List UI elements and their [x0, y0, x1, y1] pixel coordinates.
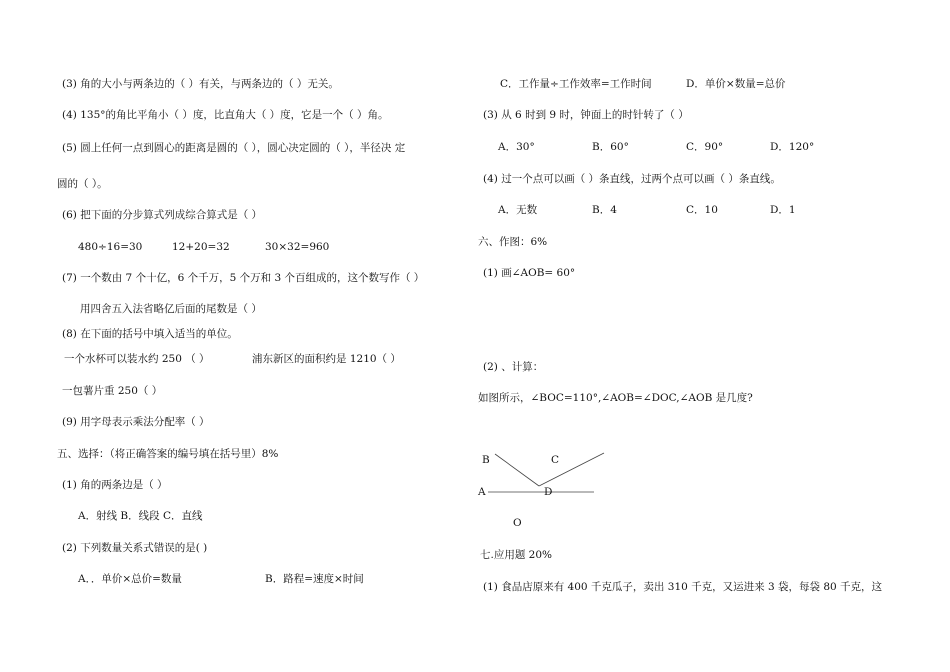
choice-2: (2) 下列数量关系式错误的是( )	[62, 542, 208, 554]
choice-2-option-d: D．单价×数量=总价	[686, 78, 786, 90]
choice-2-option-a: A．．单价×总价=数量	[78, 573, 182, 585]
question-8a: 一个水杯可以装水约 250 （ ）	[64, 353, 210, 365]
ray-c	[539, 453, 604, 486]
formula-2: 12+20=32	[172, 241, 230, 253]
formula-1: 480÷16=30	[78, 241, 143, 253]
choice-4-option-b: B．4	[592, 204, 617, 216]
choice-3-option-a: A．30°	[498, 141, 535, 153]
label-o: O	[513, 517, 522, 529]
section-5-heading: 五、选择：（将正确答案的编号填在括号里）8%	[57, 448, 279, 460]
choice-3-option-c: C．90°	[686, 141, 724, 153]
question-5-line1: (5) 圆上任何一点到圆心的距离是圆的（ ），圆心决定圆的（ ），半径决 定	[62, 142, 406, 154]
choice-1-options: A．射线 B．线段 C．直线	[78, 510, 203, 522]
choice-2-option-c: C．工作量÷工作效率=工作时间	[500, 78, 652, 90]
question-8: (8) 在下面的括号中填入适当的单位。	[62, 328, 238, 340]
section-7-heading: 七.应用题 20%	[480, 549, 553, 561]
section-6-heading: 六、作图：6%	[478, 236, 548, 248]
choice-4: (4) 过一个点可以画（ ）条直线，过两个点可以画（ ）条直线。	[483, 173, 781, 185]
calculation-2-text: 如图所示，∠BOC=110°,∠AOB=∠DOC,∠AOB 是几度?	[478, 392, 753, 404]
question-8c: 一包薯片重 250（ ）	[62, 385, 163, 397]
question-7-part2: 用四舍五入法省略亿后面的尾数是（ ）	[80, 303, 262, 315]
ray-b	[495, 454, 539, 486]
choice-2-option-b: B．路程=速度×时间	[265, 573, 364, 585]
choice-3-option-b: B．60°	[592, 141, 629, 153]
label-a: A	[478, 486, 486, 498]
choice-4-option-c: C．10	[686, 204, 718, 216]
question-8b: 浦东新区的面积约是 1210（ ）	[252, 353, 401, 365]
question-6: (6) 把下面的分步算式列成综合算式是（ ）	[62, 209, 263, 221]
label-d: D	[544, 486, 553, 498]
choice-3-option-d: D．120°	[770, 141, 815, 153]
question-4: (4) 135°的角比平角小（ ）度，比直角大（ ）度，它是一个（ ）角。	[62, 109, 389, 121]
question-3: (3) 角的大小与两条边的（ ）有关，与两条边的（ ）无关。	[62, 78, 339, 90]
question-9: (9) 用字母表示乘法分配率（ ）	[62, 416, 210, 428]
choice-1: (1) 角的两条边是（ ）	[62, 479, 168, 491]
question-7: (7) 一个数由 7 个十亿，6 个千万，5 个万和 3 个百组成的，这个数写作（ ）	[62, 272, 425, 284]
label-c: C	[551, 454, 560, 466]
application-1: (1) 食品店原来有 400 千克瓜子，卖出 310 千克，又运进来 3 袋，每袋 80 千克，这	[483, 581, 883, 593]
drawing-1: (1) 画∠AOB= 60°	[483, 267, 576, 279]
formula-3: 30×32=960	[265, 241, 330, 253]
calculation-2: (2) 、计算：	[483, 361, 544, 373]
question-5-line2: 圆的（ ）。	[57, 178, 108, 190]
choice-3: (3) 从 6 时到 9 时，钟面上的时针转了（ ）	[483, 109, 689, 121]
choice-4-option-d: D．1	[770, 204, 796, 216]
angle-figure	[474, 448, 614, 538]
choice-4-option-a: A．无数	[498, 204, 538, 216]
label-b: B	[482, 454, 490, 466]
